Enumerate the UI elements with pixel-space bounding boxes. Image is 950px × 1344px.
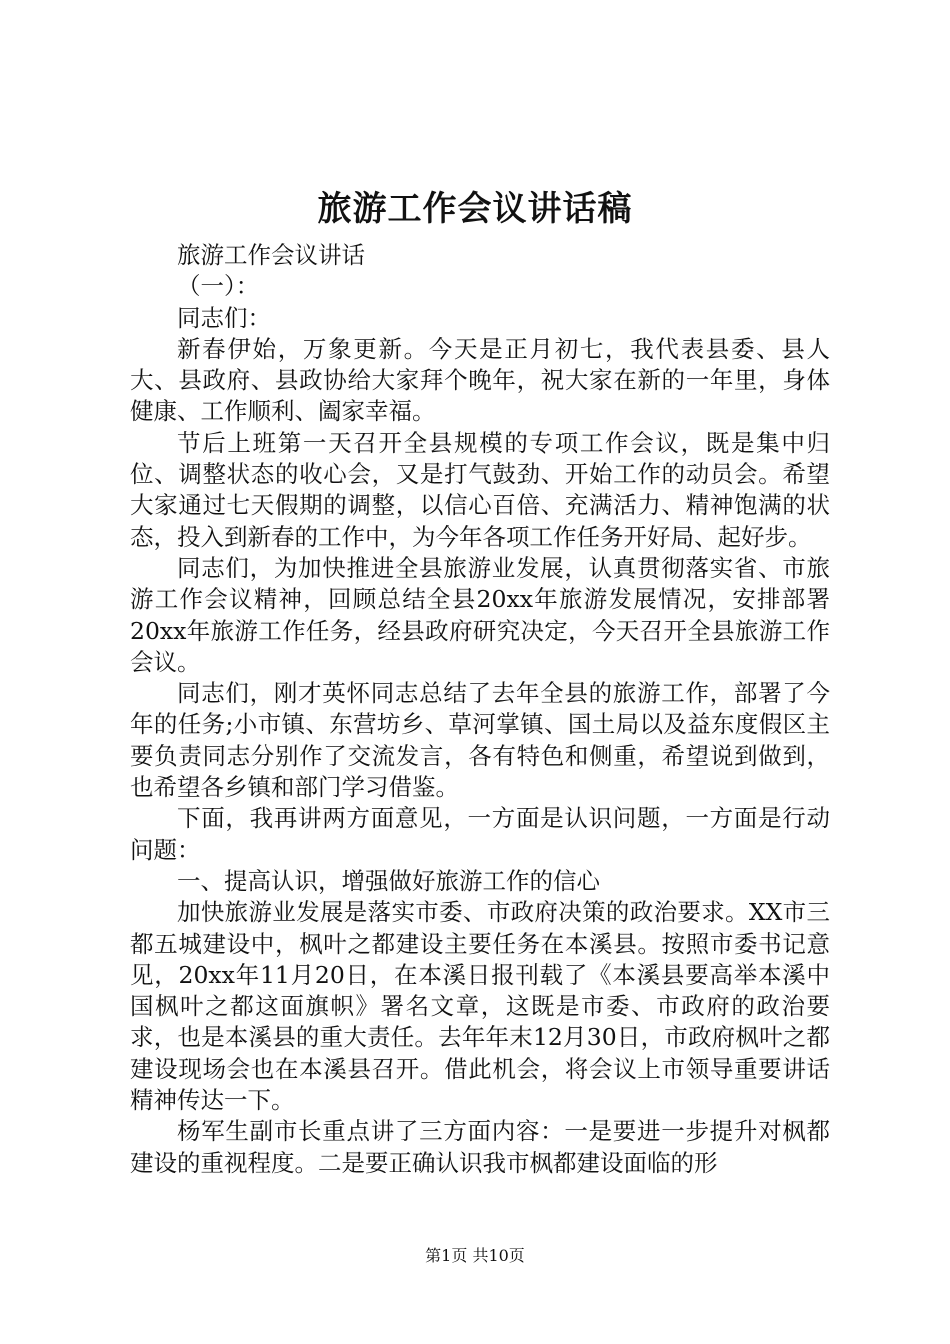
document-body [130, 240, 830, 1179]
section-heading: 一、提高认识，增强做好旅游工作的信心 [177, 866, 600, 895]
page-footer: 第1页 共10页 [425, 1246, 525, 1265]
paragraph-section-number: （一）： [177, 272, 260, 301]
paragraph: 新春伊始，万象更新。今天是正月初七，我代表县委、县人大、县政府、县政协给大家拜个晚年，祝大家在新的一年里，身体健康、工作顺利、阖家幸福。 [130, 334, 830, 426]
paragraph: 下面，我再讲两方面意见，一方面是认识问题，一方面是行动问题： [130, 804, 830, 864]
paragraph-salutation: 同志们： [177, 303, 271, 332]
paragraph-subtitle: 旅游工作会议讲话 [177, 241, 365, 269]
paragraph: 同志们，为加快推进全县旅游业发展，认真贯彻落实省、市旅游工作会议精神，回顾总结全县20xx年旅游发展情况，安排部署20xx年旅游工作任务，经县政府研究决定，今天召开全县旅游工作会议。 [130, 553, 830, 676]
document-title: 旅游工作会议讲话稿 [317, 189, 633, 229]
paragraph: 节后上班第一天召开全县规模的专项工作会议，既是集中归位、调整状态的收心会，又是打气鼓劲、开始工作的动员会。希望大家通过七天假期的调整，以信心百倍、充满活力、精神饱满的状态，投入到新春的工作中，为今年各项工作任务开好局、起好步。 [130, 428, 830, 551]
paragraph: 杨军生副市长重点讲了三方面内容：一是要进一步提升对枫都建设的重视程度。二是要正确认识我市枫都建设面临的形 [130, 1117, 830, 1177]
paragraph: 同志们，刚才英怀同志总结了去年全县的旅游工作，部署了今年的任务;小市镇、东营坊乡、草河掌镇、国土局以及益东度假区主要负责同志分别作了交流发言，各有特色和侧重，希望说到做到，也希望各乡镇和部门学习借鉴。 [130, 679, 830, 802]
paragraph: 加快旅游业发展是落实市委、市政府决策的政治要求。XX市三都五城建设中，枫叶之都建设主要任务在本溪县。按照市委书记意见，20xx年11月20日，在本溪日报刊载了《本溪县要高举本溪中国枫叶之都这面旗帜》署名文章，这既是市委、市政府的政治要求，也是本溪县的重大责任。去年年末12月30日，市政府枫叶之都建设现场会也在本溪县召开。借此机会，将会议上市领导重要讲话精神传达一下。 [130, 898, 830, 1115]
